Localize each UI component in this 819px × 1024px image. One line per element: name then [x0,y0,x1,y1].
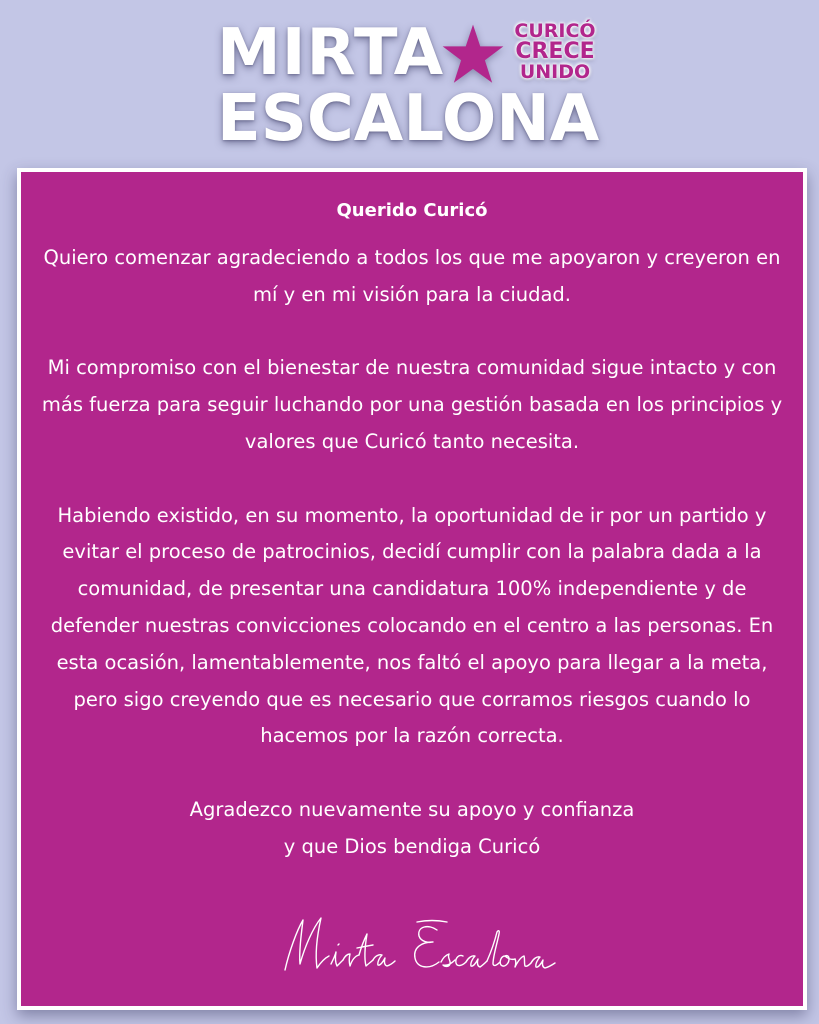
logo-first-name: MIRTA [217,16,445,90]
letter-body [35,240,789,866]
letter-greeting: Querido Curicó [336,200,488,221]
letter-paragraph: Habiendo existido, en su momento, la oportunidad de ir por un partido y evitar el proceso de patrocinios, decidí cumplir con la palabra dada a la comunidad, de presentar una candidatura 100% independiente y de defender nuestras convicciones colocando en el centro a las personas. En esta ocasión, lamentablemente, nos faltó el apoyo para llegar a la meta, pero sigo creyendo que es necesario que corramos riesgos cuando lo hacemos por la razón correcta. [50,503,774,748]
letter-paragraph: Mi compromiso con el bienestar de nuestra comunidad sigue intacto y con más fuerza para seguir luchando por una gestión basada en los principios y valores que Curicó tanto necesita. [41,356,783,453]
slogan-line: CRECE [515,39,595,64]
closing-line: Agradezco nuevamente su apoyo y confianza [189,797,635,821]
slogan-line: CURICÓ [514,20,596,42]
campaign-slogan [506,22,604,82]
letter-closing [35,792,789,866]
star-icon [440,22,506,88]
slogan-line: UNIDO [519,61,591,83]
logo-last-name: ESCALONA [217,82,600,156]
letter-panel [17,168,807,1010]
campaign-logo [0,0,819,165]
letter-paragraph: Quiero comenzar agradeciendo a todos los que me apoyaron y creyeron en mí y en mi visión para la ciudad. [43,246,781,306]
closing-line: y que Dios bendiga Curicó [283,834,541,858]
signature-image [267,912,557,982]
